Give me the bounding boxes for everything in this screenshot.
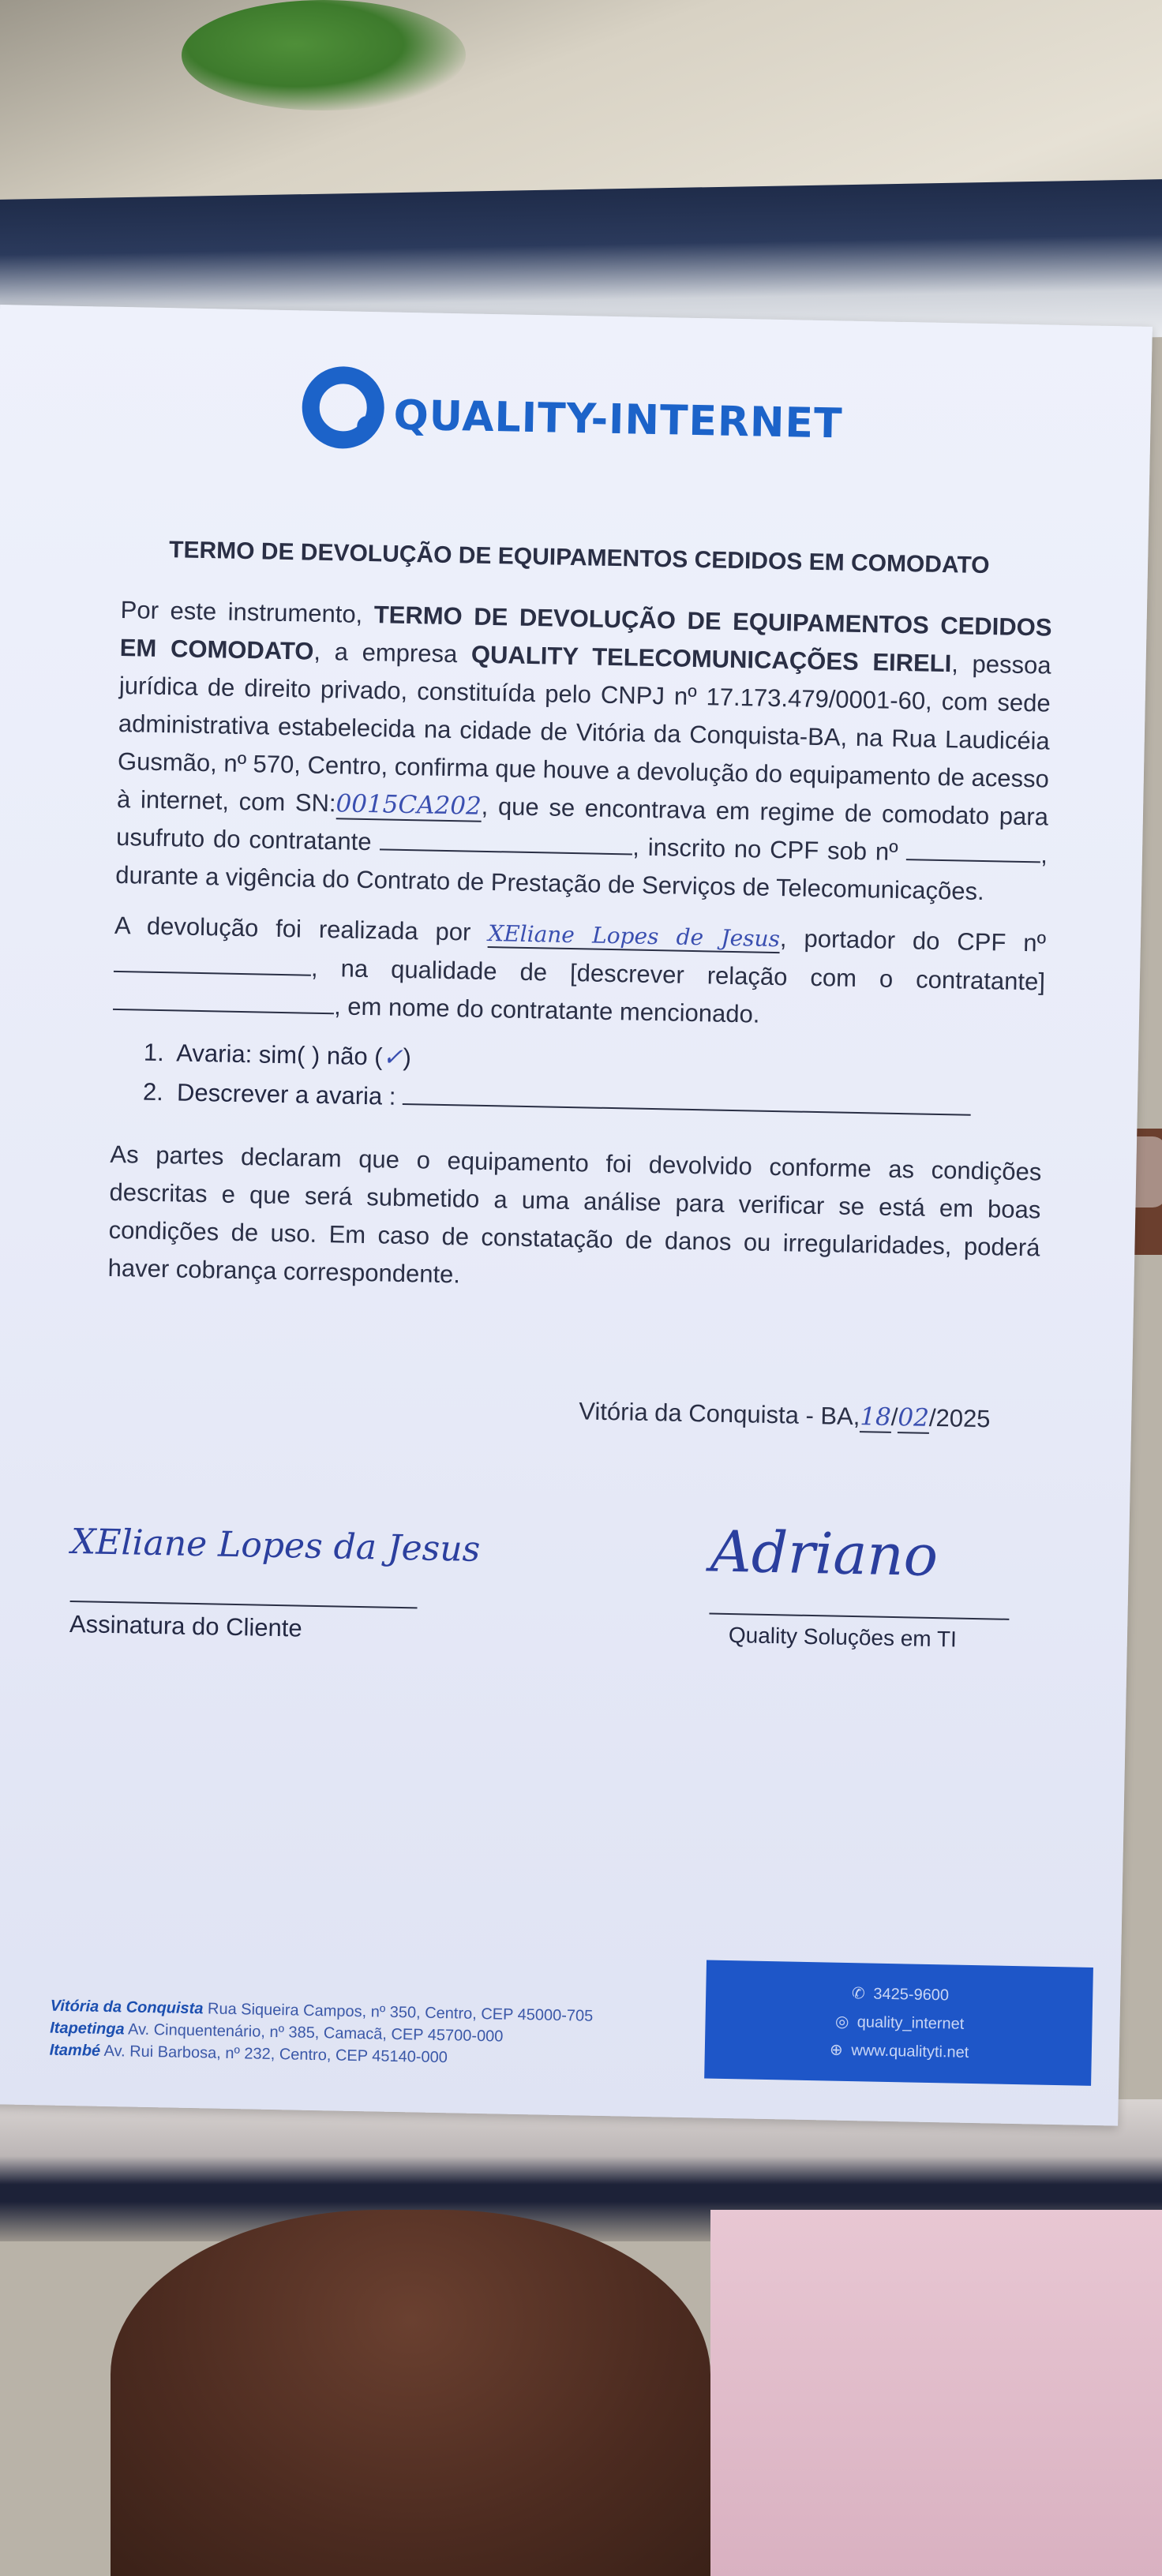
company-signature-line	[709, 1613, 1009, 1620]
date-day: 18	[860, 1402, 892, 1432]
instagram-icon: ◎	[834, 2012, 849, 2031]
checkmark-icon: ✓	[382, 1043, 403, 1072]
cpf-blank	[906, 837, 1041, 863]
paragraph-3: As partes declaram que o equipamento foi devolvido conforme as condições descritas e que será submetido a uma análise para verificar se está em boas condições de uso. Em caso de constatação de danos ou irregularidades, poderá haver cobrança correspondente.	[107, 1140, 1042, 1289]
plant	[182, 0, 466, 110]
list-item: 1. Avaria: sim( ) não (✓)	[143, 1038, 412, 1072]
hand	[111, 2210, 710, 2576]
returner-cpf-blank	[114, 949, 312, 976]
serial-number-handwritten: 0015CA202	[335, 789, 482, 821]
document-title: TERMO DE DEVOLUÇÃO DE EQUIPAMENTOS CEDIDOS EM COMODATO	[168, 537, 990, 579]
website-line: ⊕ www.qualityti.net	[827, 2036, 969, 2067]
paragraph-1: Por este instrumento, TERMO DE DEVOLUÇÃO DE EQUIPAMENTOS CEDIDOS EM COMODATO, a empresa QUALITY TELECOMUNICAÇÕES EIRELI, pessoa jurídica de direito privado, constituída pelo CNPJ nº 17.173.479/0001-60, com sede administrativa estabelecida na cidade de Vitória da Conquista-BA, na Rua Laudicéia Gusmão, nº 570, Centro, confirma que houve a devolução do equipamento de acesso à internet, com SN:0015CA202, que se encontrava em regime de comodato para usufruto do contratante , inscrito no CPF sob nº , durante a vigência do Contrato de Prestação de Serviços de Telecomunicações.	[114, 595, 1052, 906]
pink-cloth	[710, 2210, 1162, 2576]
address-line: Itambé Av. Rui Barbosa, nº 232, Centro, CEP 45140-000	[49, 2041, 448, 2067]
list-item: 2. Descrever a avaria :	[143, 1073, 972, 1127]
relation-blank	[113, 987, 335, 1014]
date-line: Vitória da Conquista - BA,18/02/2025	[579, 1397, 991, 1433]
client-signature-line	[70, 1601, 418, 1608]
whatsapp-icon: ✆	[851, 1985, 866, 2003]
footer-addresses	[49, 1995, 593, 2072]
returner-name-handwritten: XEliane Lopes de Jesus	[488, 920, 781, 953]
date-month: 02	[898, 1403, 930, 1432]
address-line: Itapetinga Av. Cinquentenário, nº 385, Camacã, CEP 45700-000	[50, 2019, 504, 2046]
paragraph-2: A devolução foi realizada por XEliane Lopes de Jesus, portador do CPF nº , na qualidade de [descrever relação com o contratante], em nome do contratante mencionado.	[114, 911, 1047, 1028]
address-line: Vitória da Conquista Rua Siqueira Campos, nº 350, Centro, CEP 45000-705	[50, 1997, 594, 2025]
company-logo	[302, 365, 844, 458]
phone-line: ✆ 3425-9600	[849, 1979, 949, 2009]
company-signature: Adriano	[710, 1518, 939, 1589]
globe-icon: ⊕	[829, 2041, 843, 2059]
instagram-line: ◎ quality_internet	[833, 2008, 964, 2039]
damage-description-blank	[403, 1081, 971, 1116]
items-list	[143, 1034, 973, 1129]
document-page	[0, 305, 1153, 2126]
client-signature-label: Assinatura do Cliente	[69, 1609, 303, 1642]
company-signature-label: Quality Soluções em TI	[728, 1623, 958, 1652]
logo-text: QUALITY-INTERNET	[392, 391, 844, 448]
logo-q-icon	[302, 365, 385, 449]
contractor-blank	[380, 826, 633, 855]
client-signature: XEliane Lopes da Jesus	[70, 1522, 481, 1570]
footer-contact-box	[704, 1960, 1093, 2086]
